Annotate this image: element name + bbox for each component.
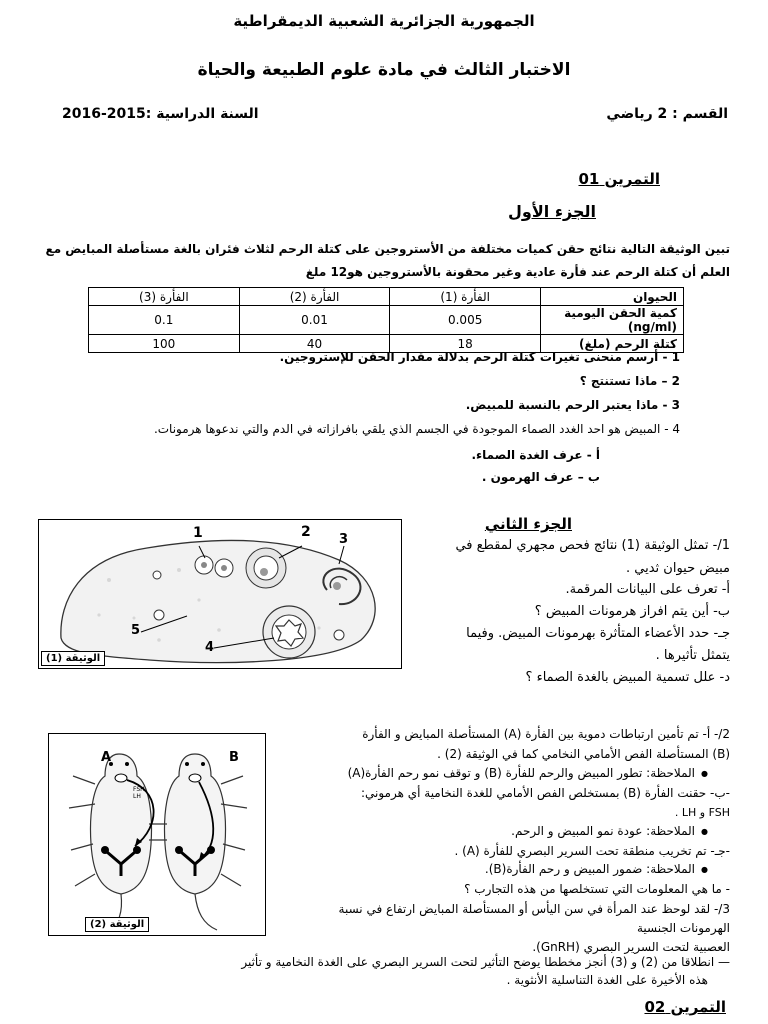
figure-label: A xyxy=(101,750,112,765)
figure-label: 3 xyxy=(339,532,349,547)
q3-line-1: 3/- لقد لوحظ عند المرأة في سن اليأس أو المستأصلة المبايض ارتفاع في نسبة xyxy=(338,902,730,916)
q4-line-2: هذه الأخيرة على الغدة التناسلية الأنثوية . xyxy=(506,973,708,987)
figure-label: 5 xyxy=(131,623,141,638)
exercise-1-title: التمرين 01 xyxy=(578,170,660,188)
part-2-q1-line-2: مبيض حيوان ثديي . xyxy=(626,561,730,576)
q2c-line: -جـ- تم تخريب منطقة تحت السرير البصري للفأرة (A) . xyxy=(454,844,730,858)
observation-3: ● الملاحظة: ضمور المبيض و رحم الفأرة(B). xyxy=(485,862,708,876)
part-2-title: الجزء الثاني xyxy=(484,515,572,533)
figure-label: 1 xyxy=(193,525,203,541)
part-2-q1-item-b: ب- أين يتم افراز هرمونات المبيض ؟ xyxy=(534,604,730,619)
republic-header: الجمهورية الجزائرية الشعبية الديمقراطية xyxy=(233,12,535,30)
q2-question: - ما هي المعلومات التي تستخلصها من هذه التجارب ؟ xyxy=(464,882,730,896)
hormone-label-fsh: FSH xyxy=(133,786,145,793)
exercise-2-title: التمرين 02 xyxy=(644,998,726,1016)
part-1-title: الجزء الأول xyxy=(508,202,596,221)
table-cell: 100 xyxy=(89,335,240,353)
figure-caption: الوثيقة (1) xyxy=(41,651,105,666)
table-cell: 18 xyxy=(390,335,541,353)
q3-line-3: العصبية لتحت السرير البصري (GnRH). xyxy=(532,940,730,954)
parabiosis-figure xyxy=(48,733,266,936)
table-cell: الحيوان xyxy=(541,288,684,306)
question-4: 4 - المبيض هو احد الغدد الصماء الموجودة في الجسم الذي يلقي بافرازاته في الدم والتي ندعوها هرمونات. xyxy=(153,422,680,436)
observation-1: ● الملاحظة: تطور المبيض والرحم للفأرة (B) و توقف نمو رحم الفأرة(A) xyxy=(348,766,708,780)
part-2-q1-item-c-cont: يتمثل تأثيرها . xyxy=(655,648,730,663)
part-1-intro-line-1: تبين الوثيقة التالية نتائج حقن كميات مختلفة من الأستروجين على كتلة الرحم لثلاث فئران بالغة مستأصلة المبايض مع xyxy=(45,242,730,256)
q3-line-2: الهرمونات الجنسية xyxy=(637,921,730,935)
table-cell: الفأرة (1) xyxy=(390,288,541,306)
table-row xyxy=(89,306,684,335)
table-row xyxy=(89,288,684,306)
part-2-q1-item-d: د- علل تسمية المبيض بالغدة الصماء ؟ xyxy=(525,670,730,685)
table-cell: 0.1 xyxy=(89,306,240,335)
q2-line-1: 2/- أ- تم تأمين ارتباطات دموية بين الفأرة (A) المستأصلة المبايض و الفأرة xyxy=(362,727,730,741)
part-2-q1-item-c: جـ- حدد الأعضاء المتأثرة بهرمونات المبيض. وفيما xyxy=(466,626,730,641)
hormone-label xyxy=(133,786,145,800)
table-cell: الفأرة (2) xyxy=(239,288,390,306)
q2-line-2: (B) المستأصلة الفص الأمامي النخامي كما في الوثيقة (2) . xyxy=(437,747,730,761)
part-1-intro-line-2: العلم أن كتلة الرحم عند فأرة عادية وغير محقونة بالأستروجين هو12 ملغ xyxy=(305,265,730,279)
question-1: 1 - أرسم منحنى تغيرات كتلة الرحم بدلالة مقدار الحقن للإستروجين. xyxy=(279,350,680,364)
ovary-section-figure xyxy=(38,519,402,669)
table-cell: الفأرة (3) xyxy=(89,288,240,306)
sub-question-b: ب – عرف الهرمون . xyxy=(481,470,600,484)
observation-2: ● الملاحظة: عودة نمو المبيض و الرحم. xyxy=(511,824,708,838)
q2b-line-1: -ب- حقنت الفأرة (B) بمستخلص الفص الأمامي للغدة النخامية أي هرموني: xyxy=(360,786,730,800)
question-2: 2 – ماذا تستنتج ؟ xyxy=(579,374,680,388)
exam-title: الاختبار الثالث في مادة علوم الطبيعة والحياة xyxy=(197,60,571,80)
school-year: السنة الدراسية :2015-2016 xyxy=(62,106,259,122)
hormone-table xyxy=(88,287,684,353)
class-label: القسم : 2 رياضي xyxy=(606,106,728,122)
table-cell: كتلة الرحم (ملغ) xyxy=(541,335,684,353)
table-cell: 40 xyxy=(239,335,390,353)
figure-label: B xyxy=(229,750,239,765)
q4-line-1: — انطلاقا من (2) و (3) أنجز مخططا يوضح التأثير لتحت السرير البصري على الغدة النخامية و تأثير xyxy=(241,955,730,969)
hormone-label-lh: LH xyxy=(133,793,141,800)
table-cell: كمية الحقن اليومية (ng/ml) xyxy=(541,306,684,335)
figure-label: 2 xyxy=(301,524,311,540)
table-cell: 0.01 xyxy=(239,306,390,335)
q2b-line-2: FSH و LH . xyxy=(674,806,730,819)
question-3: 3 - ماذا يعتبر الرحم بالنسبة للمبيض. xyxy=(465,398,680,412)
table-cell: 0.005 xyxy=(390,306,541,335)
sub-question-a: أ - عرف الغدة الصماء. xyxy=(471,448,600,462)
part-2-q1-line-1: 1/- تمثل الوثيقة (1) نتائج فحص مجهري لمقطع في xyxy=(455,538,730,553)
part-2-q1-item-a: أ- تعرف على البيانات المرقمة. xyxy=(565,582,730,597)
figure-label: 4 xyxy=(205,640,215,655)
figure-caption: الوثيقة (2) xyxy=(85,917,149,932)
